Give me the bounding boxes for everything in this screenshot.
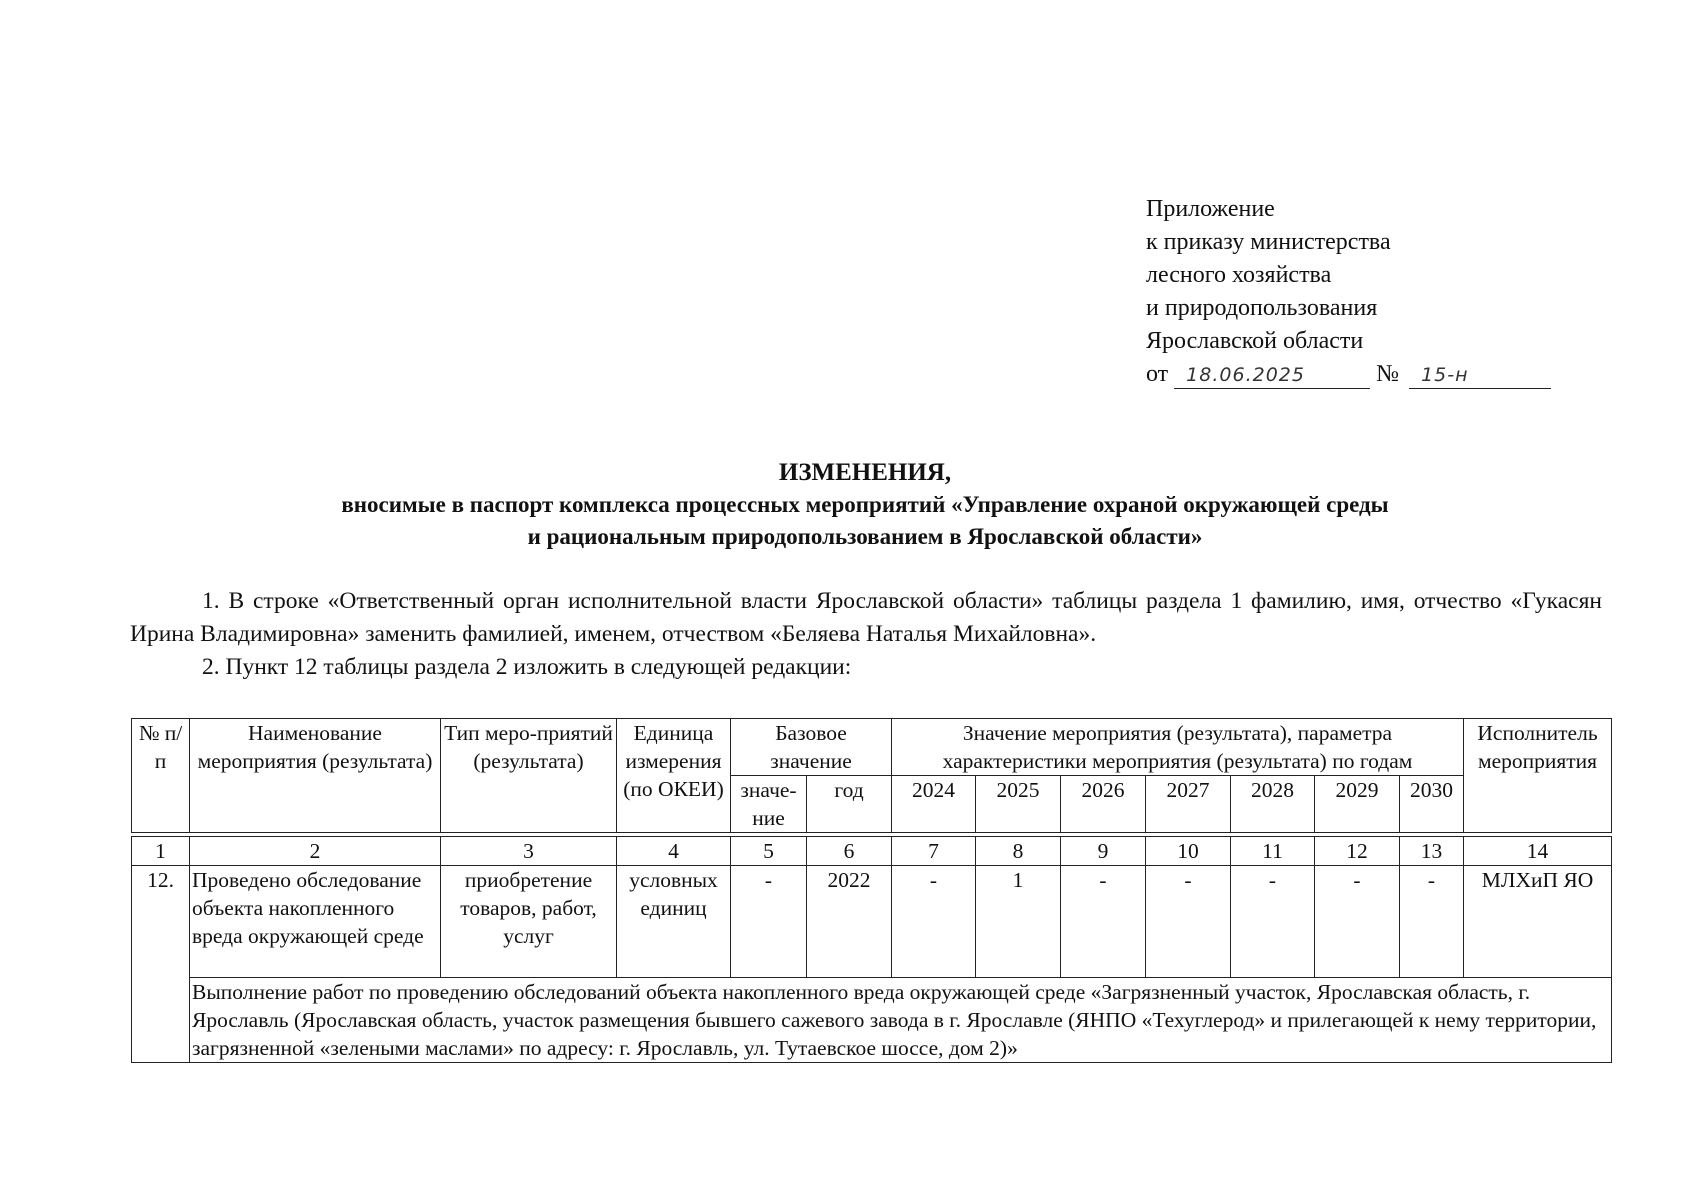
header-base-year: год xyxy=(807,776,892,833)
header-base-value: значе-ние xyxy=(731,776,807,833)
row-num: 12. xyxy=(132,866,190,1063)
table-header-row xyxy=(132,719,1612,776)
row-year-value: - xyxy=(892,866,976,978)
document-title xyxy=(130,457,1600,553)
header-name: Наименование мероприятия (результата) xyxy=(190,719,441,833)
column-number: 5 xyxy=(731,837,807,866)
row-year-value: - xyxy=(1315,866,1400,978)
appendix-block xyxy=(1146,193,1551,391)
column-number: 4 xyxy=(617,837,731,866)
appendix-line: и природопользования xyxy=(1146,295,1378,321)
row-description: Выполнение работ по проведению обследований объекта накопленного вреда окружающей среде «Загрязненный участок, Ярославская область, г. Ярославль (Ярославская область, участок размещения бывшего сажевого завода в г. Ярославле (ЯНПО «Техуглерод» и прилегающей к нему территории, загрязненной «зелеными маслами» по адресу: г. Ярославль, ул. Тутаевское шоссе, дом 2)» xyxy=(190,978,1612,1063)
row-year-value: - xyxy=(1400,866,1464,978)
header-executor: Исполнитель мероприятия xyxy=(1464,719,1612,833)
header-year: 2030 xyxy=(1400,776,1464,833)
column-number: 2 xyxy=(190,837,441,866)
handwritten-number: 15-н xyxy=(1409,362,1551,389)
column-number: 7 xyxy=(892,837,976,866)
handwritten-date: 18.06.2025 xyxy=(1174,362,1370,389)
row-year-value: - xyxy=(1146,866,1231,978)
header-values: Значение мероприятия (результата), параметра характеристики мероприятия (результата) по годам xyxy=(892,719,1464,776)
title-subtitle-line2: и рациональным природопользованием в Ярославской области» xyxy=(527,524,1203,549)
table-row xyxy=(132,866,1612,978)
appendix-line: к приказу министерства xyxy=(1146,229,1391,255)
title-subtitle-line1: вносимые в паспорт комплекса процессных мероприятий «Управление охраной окружающей среды xyxy=(341,492,1389,517)
row-name: Проведено обследование объекта накопленного вреда окружающей среде xyxy=(190,866,441,978)
header-year: 2027 xyxy=(1146,776,1231,833)
column-number: 10 xyxy=(1146,837,1231,866)
appendix-line: Приложение xyxy=(1146,196,1275,222)
appendix-line: Ярославской области xyxy=(1146,328,1364,354)
header-type: Тип меро-приятий (результата) xyxy=(441,719,617,833)
column-number: 11 xyxy=(1231,837,1315,866)
number-prefix: № xyxy=(1376,361,1400,387)
column-number: 3 xyxy=(441,837,617,866)
column-number: 14 xyxy=(1464,837,1612,866)
order-date-number-line xyxy=(1146,358,1551,391)
header-num: № п/п xyxy=(132,719,190,833)
header-base: Базовое значение xyxy=(731,719,892,776)
paragraph-1: 1. В строке «Ответственный орган исполнительной власти Ярославской области» таблицы раздела 1 фамилию, имя, отчество «Гукасян Ирина Владимировна» заменить фамилией, именем, отчеством «Беляева Наталья Михайловна». xyxy=(130,588,1602,647)
row-year-value: 1 xyxy=(976,866,1061,978)
row-base-year: 2022 xyxy=(807,866,892,978)
paragraph-2: 2. Пункт 12 таблицы раздела 2 изложить в следующей редакции: xyxy=(202,654,852,680)
header-year: 2025 xyxy=(976,776,1061,833)
row-year-value: - xyxy=(1231,866,1315,978)
column-number: 13 xyxy=(1400,837,1464,866)
header-unit: Единица измерения (по ОКЕИ) xyxy=(617,719,731,833)
column-number: 9 xyxy=(1061,837,1146,866)
header-year: 2029 xyxy=(1315,776,1400,833)
row-unit: условных единиц xyxy=(617,866,731,978)
header-year: 2026 xyxy=(1061,776,1146,833)
row-executor: МЛХиП ЯО xyxy=(1464,866,1612,978)
header-year: 2024 xyxy=(892,776,976,833)
column-number: 8 xyxy=(976,837,1061,866)
column-number: 12 xyxy=(1315,837,1400,866)
column-number: 6 xyxy=(807,837,892,866)
row-base-value: - xyxy=(731,866,807,978)
appendix-line: лесного хозяйства xyxy=(1146,262,1332,288)
title-heading: ИЗМЕНЕНИЯ, xyxy=(778,459,952,486)
table-description-row xyxy=(132,978,1612,1063)
row-type: приобретение товаров, работ, услуг xyxy=(441,866,617,978)
measures-table xyxy=(131,718,1612,1063)
column-number-row xyxy=(132,837,1612,866)
date-prefix: от xyxy=(1146,361,1169,387)
column-number: 1 xyxy=(132,837,190,866)
row-year-value: - xyxy=(1061,866,1146,978)
header-year: 2028 xyxy=(1231,776,1315,833)
